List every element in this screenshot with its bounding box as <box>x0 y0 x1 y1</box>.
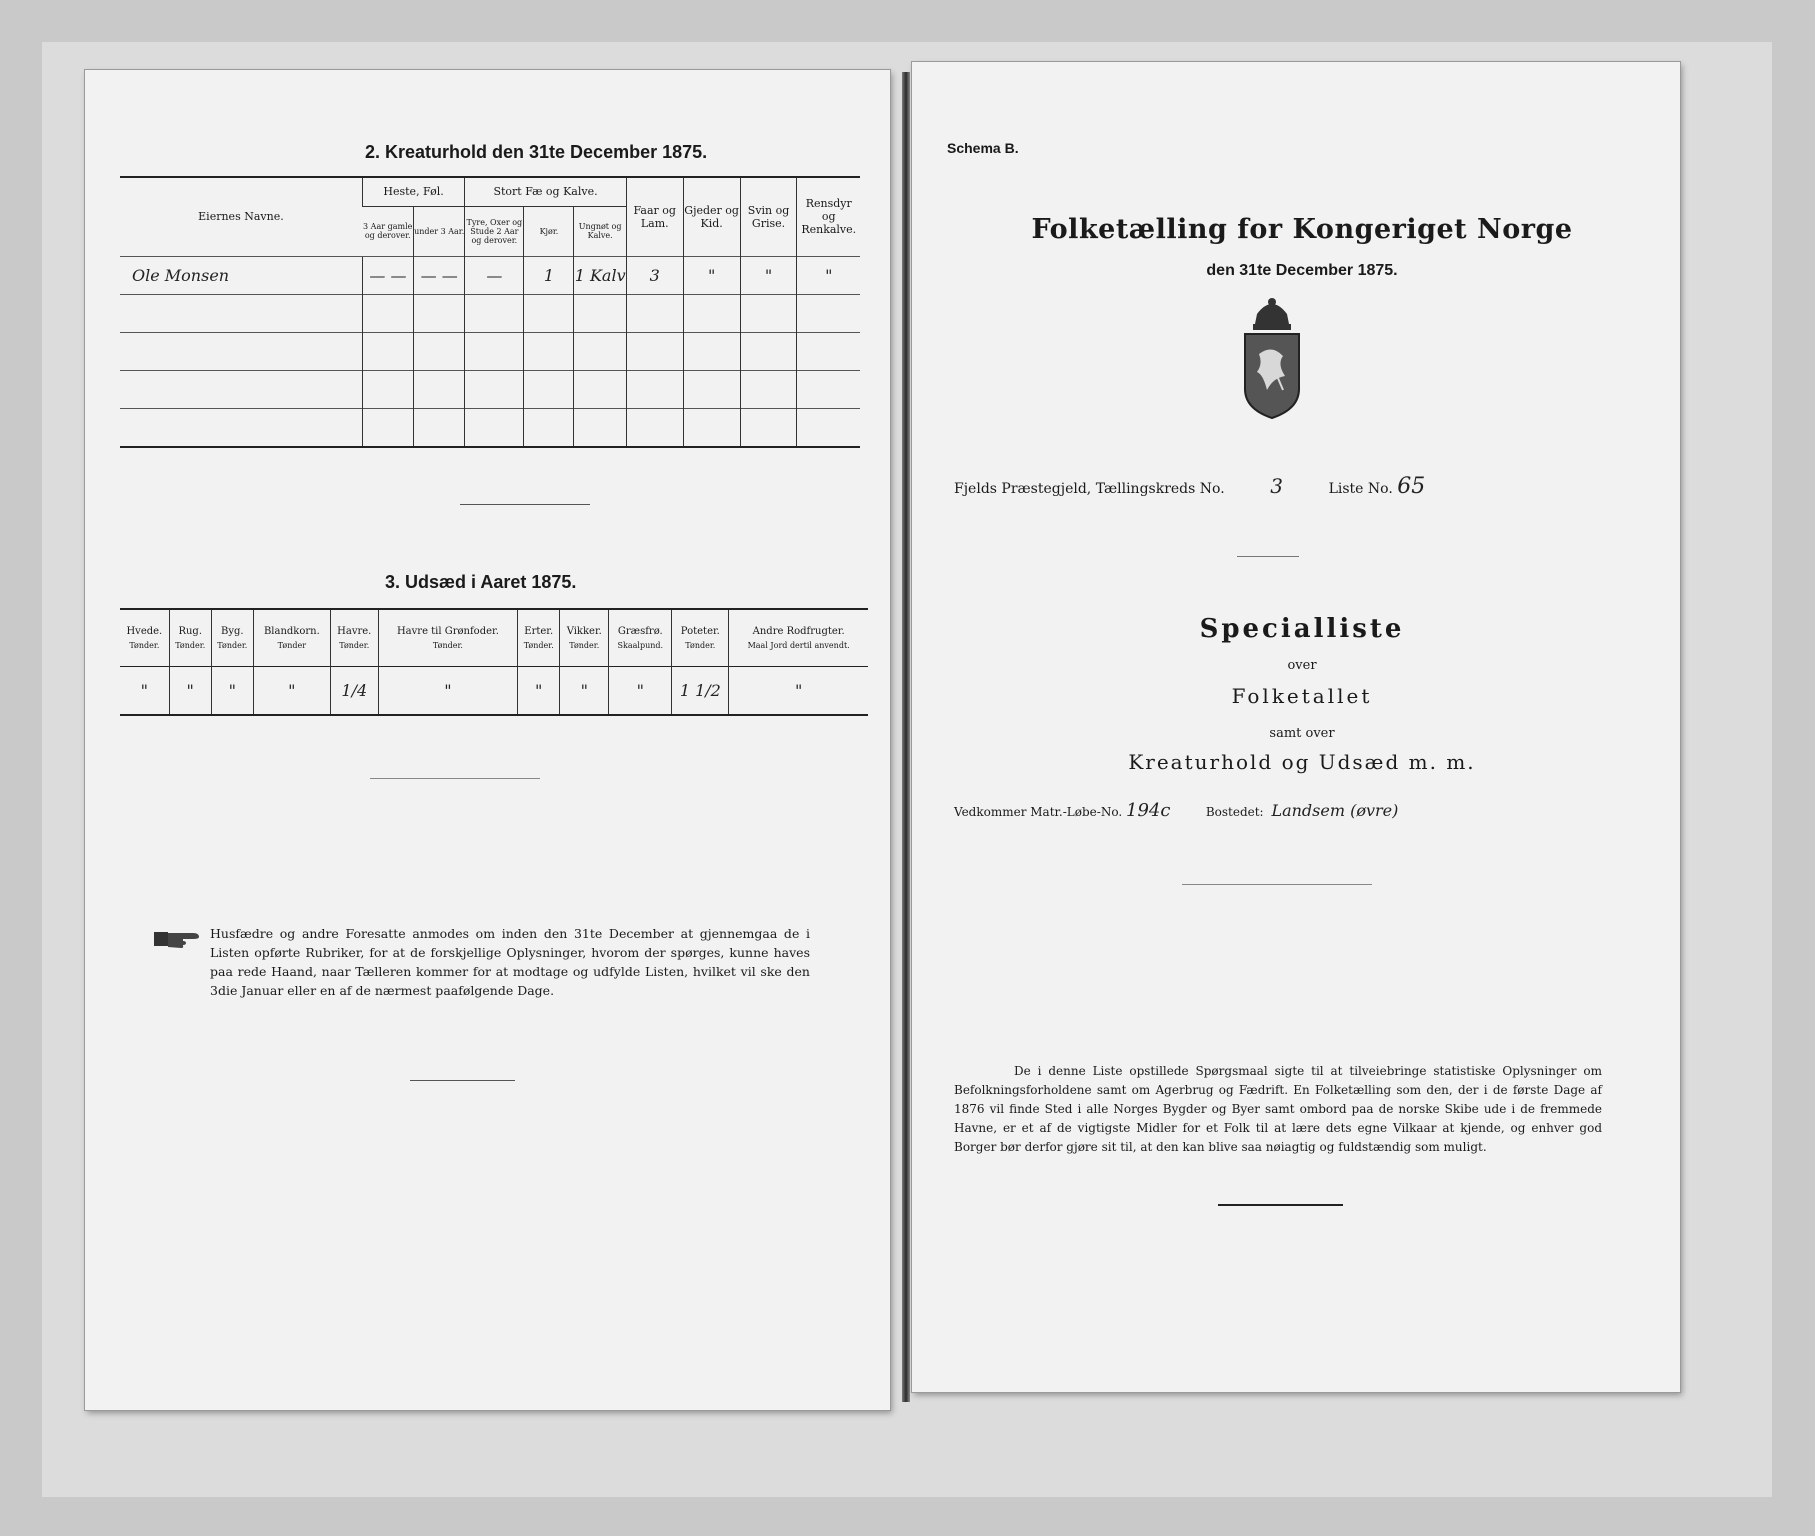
seed-crop-name: Poteter. <box>680 625 720 637</box>
owner-name-cell <box>120 294 362 332</box>
seed-value-cell: 1 1/2 <box>672 666 729 714</box>
livestock-count-cell <box>626 294 683 332</box>
seed-value-cell: " <box>729 666 868 714</box>
livestock-count-cell <box>683 294 740 332</box>
seed-value-row <box>120 666 868 714</box>
seed-value-cell: 1/4 <box>330 666 378 714</box>
instructions-notice: Husfædre og andre Foresatte anmodes om inden den 31te December at gjennemgaa de i Listen opførte Rubriker, for at de forskjellige Oplysninger, hvorom der spørges, kunne haves paa rede Haand, naar Tælleren kommer for at modtage og udfylde Listen, hvilket vil ske den 3die Januar eller en af de nærmest paafølgende Dage. <box>210 926 810 998</box>
seed-header-cell <box>253 610 330 666</box>
divider-5 <box>1182 884 1372 885</box>
livestock-rows <box>120 256 860 446</box>
divider-4 <box>1237 556 1299 557</box>
seed-crop-name: Erter. <box>524 625 554 637</box>
livestock-count-cell <box>524 294 574 332</box>
divider-2 <box>370 778 540 779</box>
seed-header-cell <box>560 610 609 666</box>
livestock-bottom-rule <box>120 446 860 448</box>
seed-crop-name: Blandkorn. <box>263 625 320 637</box>
livestock-count-cell <box>414 332 465 370</box>
seed-unit: Tønder. <box>129 640 160 650</box>
bulls-header: Tyre, Oxer og Stude 2 Aar og derover. <box>465 206 524 256</box>
divider-6 <box>1218 1204 1343 1206</box>
livestock-count-cell <box>362 408 413 446</box>
cows-header: Kjør. <box>524 206 574 256</box>
samt-over-text: samt over <box>1269 726 1335 741</box>
seed-unit: Tønder. <box>685 640 716 650</box>
livestock-count-cell <box>465 370 524 408</box>
seed-crop-name: Andre Rodfrugter. <box>752 625 845 637</box>
livestock-count-cell <box>362 370 413 408</box>
reindeer-header: Rensdyr og Renkalve. <box>797 178 860 256</box>
list-label: Liste No. <box>1328 481 1393 497</box>
livestock-count-cell <box>362 294 413 332</box>
property-line <box>954 800 1398 821</box>
purpose-paragraph: De i denne Liste opstillede Spørgsmaal sigte til at tilveiebringe statistiske Oplysninger om Befolkningsforholdene samt om Agerbrug og Fædrift. En Folketælling som den, der i de første Dage af 1876 vil finde Sted i alle Norges Bygder og Byer samt ombord paa de norske Skibe ude i de fremmede Havne, er et af de vigtigste Midler for et Folk til at lære dets egne Vilkaar at kjende, og enhver god Borger bør derfor gjøre sit til, at den kan blive saa nøiagtig og fuldstændig som muligt. <box>954 1064 1602 1154</box>
owner-header: Eiernes Navne. <box>198 210 284 224</box>
livestock-count-cell <box>683 408 740 446</box>
seed-header-cell <box>378 610 518 666</box>
right-page <box>912 62 1680 1392</box>
livestock-count-cell <box>740 370 797 408</box>
list-id-line <box>954 474 1425 499</box>
seed-value-cell: " <box>169 666 211 714</box>
seed-crop-name: Byg. <box>221 625 244 637</box>
seed-table <box>120 610 868 714</box>
seed-value-cell: " <box>211 666 253 714</box>
seed-unit: Tønder <box>277 640 307 650</box>
special-list-title: Specialliste <box>1199 614 1405 644</box>
livestock-count-cell: — <box>465 256 524 294</box>
livestock-heading: Kreaturhold og Udsæd m. m. <box>1128 750 1476 774</box>
horses-young-header: under 3 Aar. <box>414 206 465 256</box>
matr-number: 194c <box>1126 800 1171 821</box>
livestock-section-title: 2. Kreaturhold den 31te December 1875. <box>365 142 708 162</box>
bosted-value: Landsem (øvre) <box>1271 801 1399 820</box>
seed-header-cell <box>729 610 868 666</box>
livestock-count-cell <box>414 370 465 408</box>
livestock-count-cell <box>797 332 860 370</box>
seed-unit: Tønder. <box>217 640 248 650</box>
livestock-count-cell <box>797 408 860 446</box>
parish-label: Fjelds Præstegjeld, <box>954 481 1092 497</box>
livestock-count-cell <box>740 408 797 446</box>
livestock-count-cell: 1 <box>524 256 574 294</box>
matr-label: Vedkommer Matr.-Løbe-No. <box>954 805 1123 819</box>
horses-old-header: 3 Aar gamle og derover. <box>362 206 413 256</box>
livestock-count-cell <box>414 408 465 446</box>
seed-header-cell <box>672 610 729 666</box>
livestock-count-cell: 3 <box>626 256 683 294</box>
livestock-count-cell <box>465 332 524 370</box>
livestock-count-cell: — — <box>414 256 465 294</box>
livestock-count-cell <box>626 332 683 370</box>
seed-unit: Tønder. <box>569 640 600 650</box>
livestock-count-cell <box>574 408 626 446</box>
census-title: Folketælling for Kongeriget Norge <box>1031 214 1573 245</box>
seed-value-cell: " <box>609 666 672 714</box>
seed-crop-name: Rug. <box>178 625 203 637</box>
livestock-count-cell: — — <box>362 256 413 294</box>
census-date: den 31te December 1875. <box>1206 262 1398 279</box>
livestock-row <box>120 256 860 294</box>
cattle-header: Stort Fæ og Kalve. <box>465 178 627 206</box>
seed-header-cell <box>169 610 211 666</box>
sheep-header: Faar og Lam. <box>626 178 683 256</box>
seed-value-cell: " <box>253 666 330 714</box>
seed-header-cell <box>330 610 378 666</box>
population-heading: Folketallet <box>1231 684 1373 708</box>
seed-unit: Tønder. <box>523 640 554 650</box>
livestock-row <box>120 408 860 446</box>
seed-section-title: 3. Udsæd i Aaret 1875. <box>385 572 577 592</box>
livestock-count-cell <box>740 332 797 370</box>
seed-value-cell: " <box>140 680 149 700</box>
seed-crop-name: Vikker. <box>566 625 602 637</box>
seed-header-cell <box>609 610 672 666</box>
owner-name-cell <box>120 370 362 408</box>
district-number: 3 <box>1270 474 1283 498</box>
pointing-hand-icon <box>153 928 201 950</box>
livestock-table <box>120 178 860 446</box>
over-text-1: over <box>1287 658 1317 673</box>
livestock-count-cell <box>524 370 574 408</box>
seed-crop-name: Græsfrø. <box>617 625 663 637</box>
schema-label: Schema B. <box>947 140 1019 156</box>
goats-header: Gjeder og Kid. <box>683 178 740 256</box>
seed-header-cell <box>518 610 560 666</box>
livestock-count-cell <box>683 332 740 370</box>
livestock-count-cell <box>524 332 574 370</box>
district-label: Tællingskreds No. <box>1095 481 1225 497</box>
livestock-count-cell <box>465 408 524 446</box>
livestock-row <box>120 332 860 370</box>
seed-crop-name: Hvede. <box>126 625 163 637</box>
seed-header-row <box>120 610 868 666</box>
owner-name-cell <box>120 408 362 446</box>
seed-header-cell <box>211 610 253 666</box>
livestock-count-cell: " <box>683 256 740 294</box>
livestock-count-cell <box>626 370 683 408</box>
livestock-count-cell <box>626 408 683 446</box>
seed-header-cell <box>120 610 169 666</box>
livestock-count-cell <box>362 332 413 370</box>
livestock-count-cell <box>683 370 740 408</box>
pigs-header: Svin og Grise. <box>740 178 797 256</box>
livestock-count-cell: 1 Kalv <box>574 256 626 294</box>
livestock-row <box>120 370 860 408</box>
livestock-count-cell <box>574 294 626 332</box>
seed-unit: Tønder. <box>339 640 370 650</box>
livestock-count-cell <box>465 294 524 332</box>
seed-value-cell: " <box>518 666 560 714</box>
livestock-row <box>120 294 860 332</box>
livestock-count-cell <box>524 408 574 446</box>
page-fold <box>902 72 910 1402</box>
owner-name-cell: Ole Monsen <box>120 256 362 294</box>
horses-header: Heste, Føl. <box>362 178 464 206</box>
seed-unit: Maal Jord dertil anvendt. <box>747 640 850 650</box>
livestock-count-cell <box>797 294 860 332</box>
livestock-count-cell <box>414 294 465 332</box>
seed-crop-name: Havre til Grønfoder. <box>396 625 499 637</box>
divider-1 <box>460 504 590 505</box>
left-page <box>85 70 890 1410</box>
seed-crop-name: Havre. <box>337 625 372 637</box>
bosted-label: Bostedet: <box>1205 805 1264 819</box>
livestock-count-cell: " <box>797 256 860 294</box>
seed-bottom-rule <box>120 714 868 716</box>
coat-of-arms-icon <box>1227 294 1317 422</box>
seed-unit: Tønder. <box>432 640 463 650</box>
seed-unit: Tønder. <box>175 640 206 650</box>
livestock-count-cell: " <box>740 256 797 294</box>
seed-unit: Skaalpund. <box>617 640 664 650</box>
divider-3 <box>410 1080 515 1081</box>
calves-header: Ungnøt og Kalve. <box>574 206 626 256</box>
livestock-count-cell <box>574 370 626 408</box>
seed-value-cell: " <box>560 666 609 714</box>
livestock-count-cell <box>740 294 797 332</box>
livestock-count-cell <box>797 370 860 408</box>
livestock-count-cell <box>574 332 626 370</box>
owner-name-cell <box>120 332 362 370</box>
list-number: 65 <box>1397 474 1426 499</box>
seed-value-cell: " <box>378 666 518 714</box>
